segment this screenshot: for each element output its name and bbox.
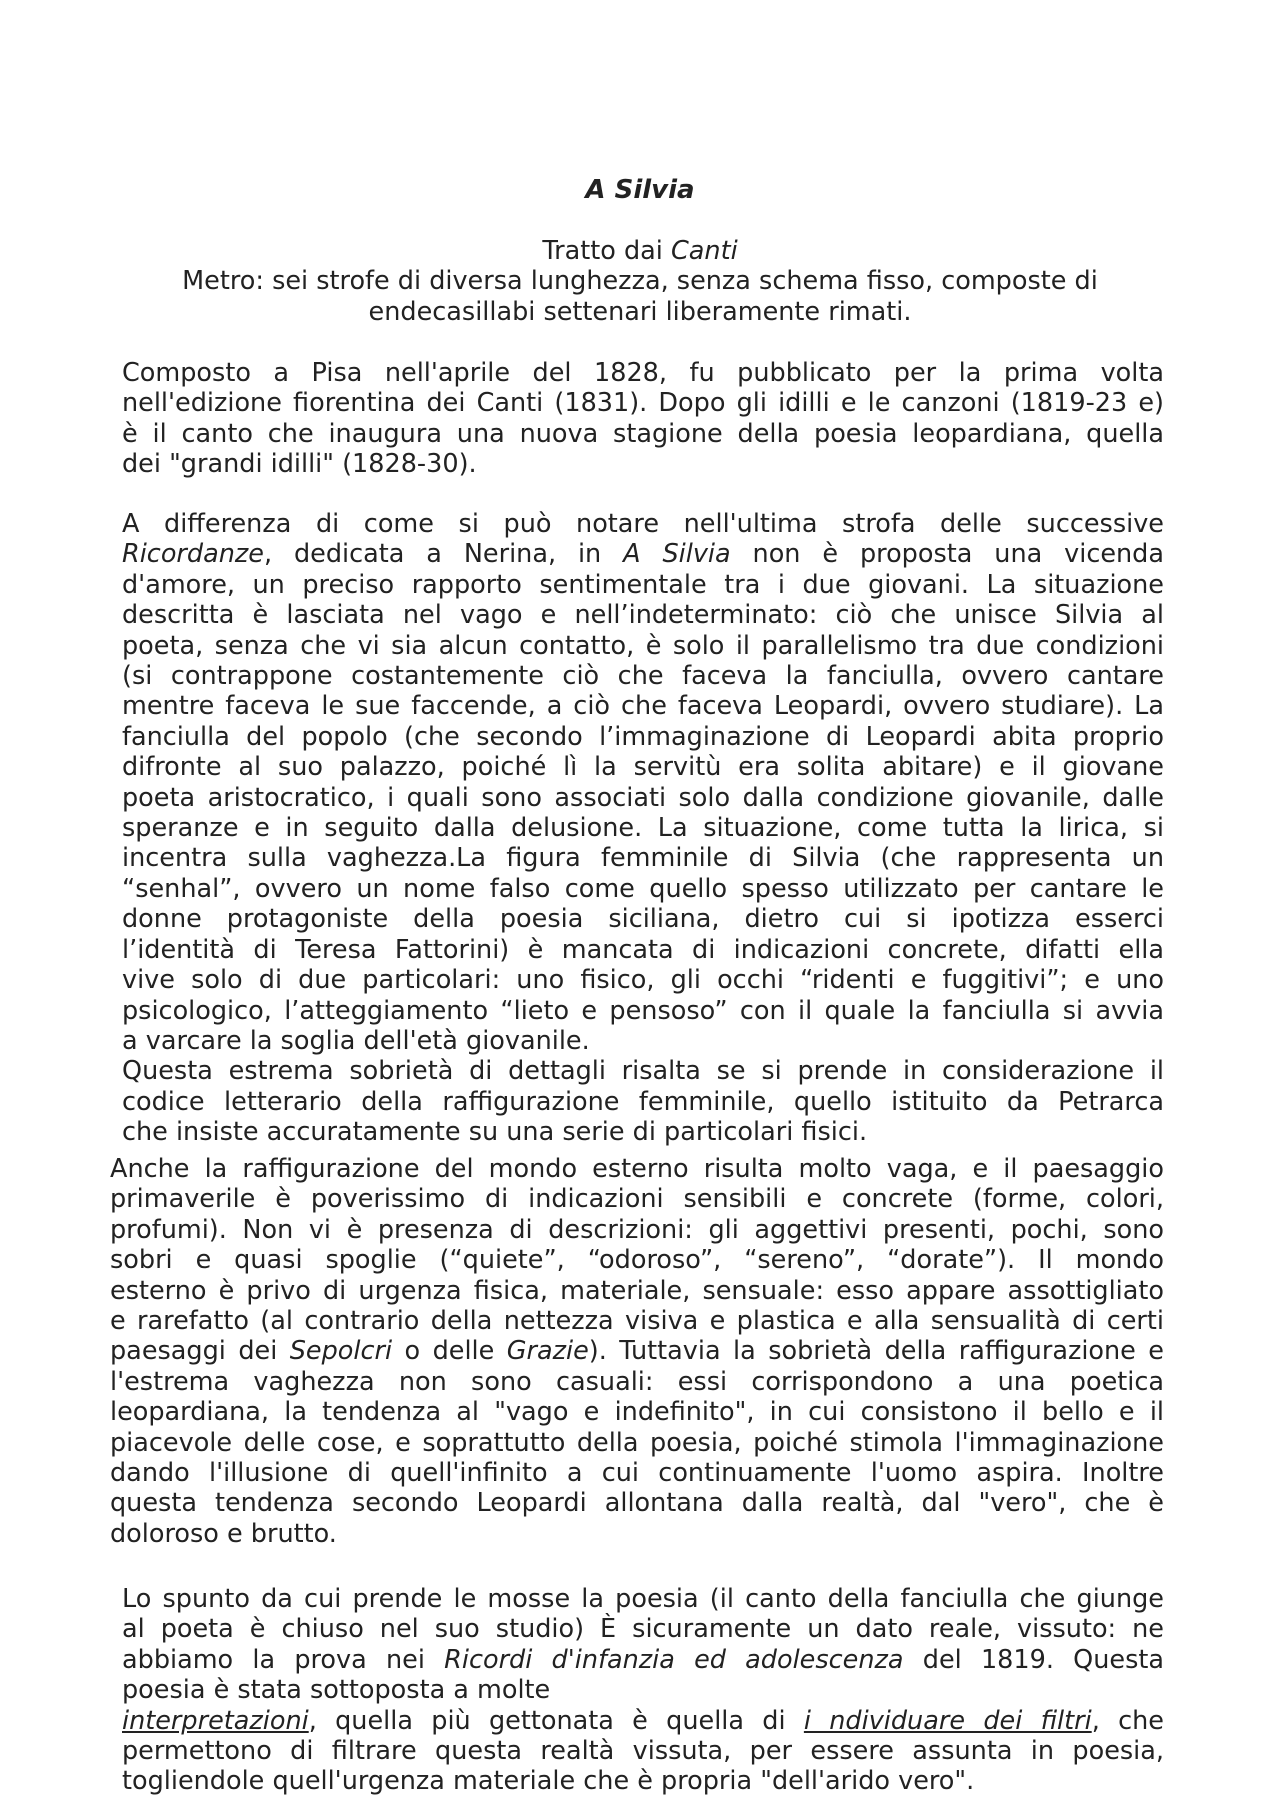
text-line: a varcare la soglia dell'età giovanile.	[122, 1025, 590, 1056]
text-line	[122, 539, 1164, 569]
text-line: l'estrema vaghezza non sono casuali: essi corrispondono a una poetica	[110, 1366, 1164, 1397]
text-line: vive solo di due particolari: uno fisico, gli occhi “ridenti e fuggitivi”; e uno	[122, 965, 1164, 996]
text-line: sobri e quasi spoglie (“quiete”, “odoroso”, “sereno”, “dorate”). Il mondo	[110, 1245, 1164, 1276]
text-line: Lo spunto da cui prende le mosse la poesia (il canto della fanciulla che giunge	[122, 1584, 1164, 1614]
text-line	[122, 1706, 1164, 1736]
text-line: al poeta è chiuso nel suo studio) È sicuramente un dato reale, vissuto: ne	[122, 1614, 1164, 1645]
text-span: non è proposta una vicenda	[730, 539, 1164, 570]
text-line: piacevole delle cose, e soprattutto della poesia, poiché stimola l'immaginazione	[110, 1427, 1164, 1458]
text-line: mentre faceva le sue faccende, a ciò che faceva Leopardi, ovvero studiare). La	[122, 691, 1164, 722]
text-line	[122, 1645, 1164, 1675]
text-line: questa tendenza secondo Leopardi allontana dalla realtà, dal "vero", che è	[110, 1488, 1164, 1519]
text-span: ). Tuttavia la sobrietà della raffigurazione e	[588, 1336, 1164, 1367]
paragraph-5	[122, 1584, 1164, 1797]
text-line: primaverile è poverissimo di indicazioni sensibili e concrete (forme, colori,	[110, 1184, 1164, 1215]
text-line: A differenza di come si può notare nell'ultima strofa delle successive	[122, 509, 1164, 539]
text-line: “senhal”, ovvero un nome falso come quello spesso utilizzato per cantare le	[122, 873, 1164, 904]
link-individuare-dei-filtri[interactable]: i ndividuare dei filtri	[803, 1705, 1092, 1736]
text-line: togliendole quell'urgenza materiale che è propria "dell'arido vero".	[122, 1766, 975, 1797]
paragraph-2	[122, 509, 1164, 1148]
paragraph-4	[110, 1154, 1164, 1549]
document-title: A Silvia	[585, 175, 695, 205]
text-line: difronte al suo palazzo, poiché lì la servitù era solita abitare) e il giovane	[122, 752, 1164, 783]
text-span: abbiamo la prova nei	[122, 1644, 445, 1675]
text-line: poesia è stata sottoposta a molte	[122, 1675, 551, 1706]
meter-line-2: endecasillabi settenari liberamente rimati.	[368, 296, 912, 327]
link-interpretazioni[interactable]: interpretazioni	[122, 1705, 309, 1736]
text-line: poeta aristocratico, i quali sono associati solo dalla condizione giovanile, dalle	[122, 782, 1164, 813]
text-line: è il canto che inaugura una nuova stagione della poesia leopardiana, quella	[122, 418, 1164, 449]
text-line: permettono di filtrare questa realtà vissuta, per essere assunta in poesia,	[122, 1736, 1164, 1767]
text-line: donne protagoniste della poesia siciliana, dietro cui si ipotizza esserci	[122, 904, 1164, 935]
text-line: Anche la raffigurazione del mondo esterno risulta molto vaga, e il paesaggio	[110, 1154, 1164, 1184]
text-line: (si contrappone costantemente ciò che faceva la fanciulla, ovvero cantare	[122, 661, 1164, 692]
meter-line-1: Metro: sei strofe di diversa lunghezza, senza schema fisso, composte di	[182, 266, 1098, 297]
source-line	[150, 236, 1130, 266]
text-line: fanciulla del popolo (che secondo l’immaginazione di Leopardi abita proprio	[122, 721, 1164, 752]
text-span: del 1819. Questa	[903, 1644, 1165, 1675]
text-line: leopardiana, la tendenza al "vago e indefinito", in cui consistono il bello e il	[110, 1397, 1164, 1428]
text-line: descritta è lasciata nel vago e nell’indeterminato: ciò che unisce Silvia al	[122, 600, 1164, 631]
text-line: Composto a Pisa nell'aprile del 1828, fu pubblicato per la prima volta	[122, 358, 1164, 388]
text-line: psicologico, l’atteggiamento “lieto e pensoso” con il quale la fanciulla si avvia	[122, 995, 1164, 1026]
paragraph-1	[122, 358, 1164, 480]
text-line: dei "grandi idilli" (1828-30).	[122, 449, 477, 480]
text-line: e rarefatto (al contrario della nettezza visiva e plastica e alla sensualità di certi	[110, 1306, 1164, 1337]
text-span: o delle	[392, 1336, 507, 1367]
text-span: , che	[1091, 1705, 1164, 1736]
text-span: , dedicata a Nerina, in	[263, 539, 624, 570]
text-line: doloroso e brutto.	[110, 1518, 337, 1549]
text-line: nell'edizione fiorentina dei Canti (1831). Dopo gli idilli e le canzoni (1819-23 e)	[122, 388, 1164, 419]
text-line: speranze e in seguito dalla delusione. La situazione, come tutta la lirica, si	[122, 813, 1164, 844]
text-line: l’identità di Teresa Fattorini) è mancata di indicazioni concrete, difatti ella	[122, 934, 1164, 965]
subtitle-block	[150, 236, 1130, 327]
work-title-ricordi: Ricordi d'infanzia ed adolescenza	[444, 1644, 904, 1675]
text-line: profumi). Non vi è presenza di descrizioni: gli aggettivi presenti, pochi, sono	[110, 1214, 1164, 1245]
work-title-a-silvia: A Silvia	[623, 539, 731, 570]
text-line: incentra sulla vaghezza.La figura femminile di Silvia (che rappresenta un	[122, 843, 1164, 874]
text-line: d'amore, un preciso rapporto sentimentale tra i due giovani. La situazione	[122, 569, 1164, 600]
text-line: che insiste accuratamente su una serie di particolari fisici.	[122, 1117, 868, 1148]
source-prefix: Tratto dai	[542, 236, 671, 266]
text-line: Questa estrema sobrietà di dettagli risalta se si prende in considerazione il	[122, 1056, 1164, 1087]
text-line: esterno è privo di urgenza fisica, materiale, sensuale: esso appare assottigliato	[110, 1275, 1164, 1306]
text-line: dando l'illusione di quell'infinito a cui continuamente l'uomo aspira. Inoltre	[110, 1458, 1164, 1489]
source-work: Canti	[670, 236, 738, 266]
work-title-grazie: Grazie	[506, 1336, 589, 1367]
text-line: codice letterario della raffigurazione femminile, quello istituito da Petrarca	[122, 1086, 1164, 1117]
text-line	[110, 1336, 1164, 1366]
text-line: poeta, senza che vi sia alcun contatto, è solo il parallelismo tra due condizioni	[122, 630, 1164, 661]
work-title-ricordanze: Ricordanze	[122, 539, 264, 570]
work-title-sepolcri: Sepolcri	[289, 1336, 393, 1367]
text-span: paesaggi dei	[110, 1336, 290, 1367]
text-span: , quella più gettonata è quella di	[308, 1705, 804, 1736]
